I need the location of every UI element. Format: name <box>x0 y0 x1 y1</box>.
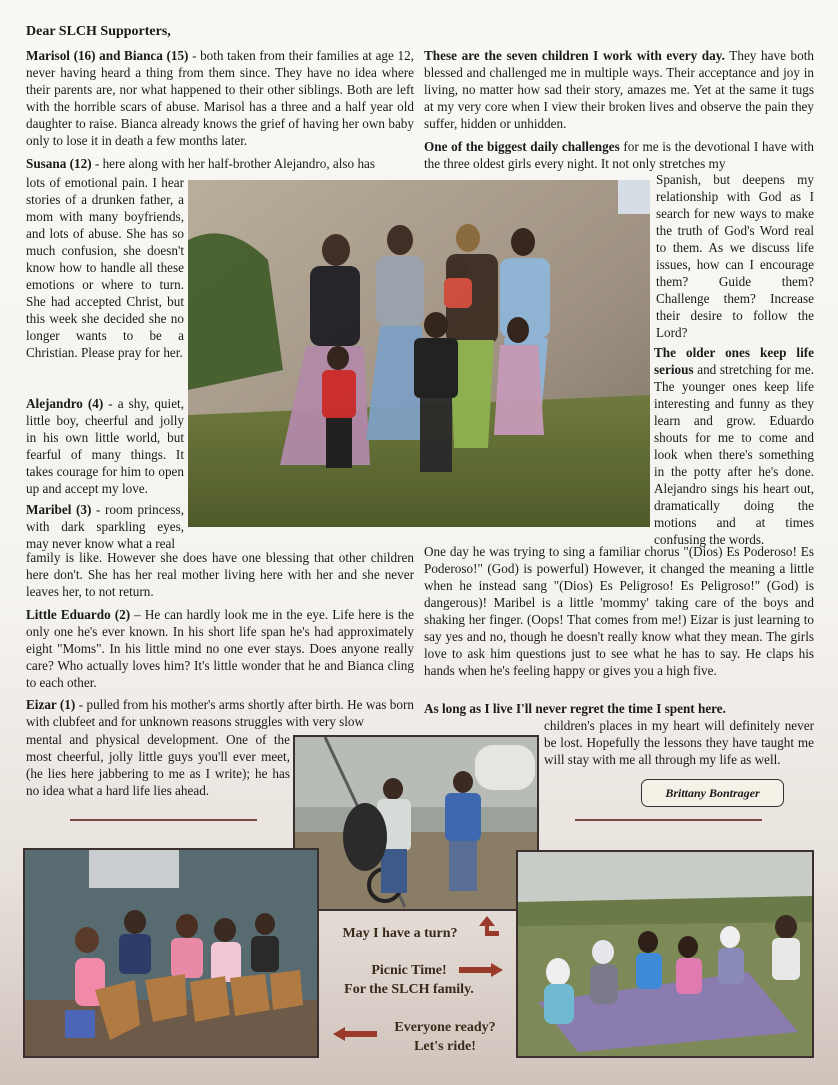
paragraph-never-regret: children's places in my heart will definitely never be lost. Hopefully the lessons they have taught me will stay with me all through my life as well. <box>544 718 814 767</box>
signature-badge: Brittany Bontrager <box>641 779 784 807</box>
lead-challenges: One of the biggest daily challenges <box>424 139 620 154</box>
lead-seven-children: These are the seven children I work with every day. <box>424 48 725 63</box>
lead-older-ones: The older ones keep life serious <box>654 345 814 377</box>
caption-turn: May I have a turn? <box>342 926 458 941</box>
name-marisol-bianca: Marisol (16) and Bianca (15) <box>26 48 189 63</box>
bike-photo <box>293 735 539 911</box>
paragraph-challenges-b: Spanish, but deepens my relationship with God as I search for new ways to make the truth of God's Word real to them. As we discuss life issues, how can I encourage them? Guide them? Challenge them? Increase their desire to follow the Lord? <box>656 172 814 340</box>
arrow-right-icon <box>459 963 503 977</box>
group-photo-image <box>188 180 650 527</box>
rocking-horse-photo <box>23 848 319 1058</box>
name-eizar: Eizar (1) <box>26 697 76 712</box>
text-older-ones-a: and stretching for me. The younger ones keep life interesting and funny as they learn and grow. Eduardo shouts for me to come and look when there's something in the potty after he's done. Alejandro sings his heart out, dramatically doing the motions and at times confusing the words. <box>654 362 814 547</box>
name-alejandro: Alejandro (4) <box>26 396 104 411</box>
name-maribel: Maribel (3) <box>26 502 92 517</box>
caption-ride-1: Everyone ready? <box>394 1020 496 1035</box>
paragraph-eizar-b: mental and physical development. One of the most cheerful, jolly little guys you'll ever meet, (he lies here jabbering to me as I write); he has no idea what a hard life lies ahead. <box>26 732 290 798</box>
name-susana: Susana (12) <box>26 156 92 171</box>
paragraph-older-ones <box>654 344 814 548</box>
paragraph-alejandro <box>26 395 184 497</box>
paragraph-seven-children <box>424 47 814 132</box>
text-marisol-bianca: - both taken from their families at age 12, never having heard a thing from them since. They have no idea where their parents are, nor what happened to their other siblings. Both are left with the horrible scars of abuse. Marisol has a three and a half year old daughter to raise. Bianca already knows the grief of having her own baby only to lose it in death a few months later. <box>26 48 414 148</box>
paragraph-maribel-a <box>26 501 184 552</box>
text-eduardo: – He can hardly look me in the eye. Life here is the only one he's ever known. In his short life span he's had approximately eight "Moms". In his little mind no one ever stays. Does anyone really care? Who actually loves him? It's little wonder that he and Bianca cling to each other. <box>26 607 414 690</box>
caption-ride-2: Let's ride! <box>414 1039 476 1054</box>
paragraph-maribel-b: family is like. However she does have one blessing that other children here don't. She has her real mother living here with her and she never leaves her, to not return. <box>26 550 414 599</box>
arrow-up-right-icon <box>474 913 500 941</box>
picnic-photo <box>516 850 814 1058</box>
rocking-horse-photo-image <box>25 850 317 1056</box>
group-photo <box>188 180 650 527</box>
paragraph-dios: One day he was trying to sing a familiar chorus "(Dios) Es Poderoso! Es Poderoso!" (God) is powerful) However, it changed the meaning a little when he instead sang "(Dios) Es Peligroso! Es Peligroso!" (God) is dangerous)! Maribel is a little 'mommy' taking care of the boys and shaking her finger. (Oops! That comes from me!) Eizar is just learning to say yes and no, though he doesn't really know what they mean. The girls love to ask him questions just to see what he has to say. He claps his hands when he's feeling happy or gives you a high five. <box>424 544 814 678</box>
bike-photo-image <box>295 737 537 909</box>
text-alejandro: - a shy, quiet, little boy, cheerful and jolly in his own little world, but fearful of many things. It takes courage for him to open up and accept my love. <box>26 396 185 496</box>
lead-never-regret: As long as I live I'll never regret the time I spent here. <box>424 701 726 716</box>
paragraph-susana-b: lots of emotional pain. I hear stories of a drunken father, a mom with many boyfriends, and lots of abuse. She has so much confusion, she doesn't know how to handle all these emotions or where to turn. She had accepted Christ, but this week she decided she no longer wants to be a Christian. Please pray for her. <box>26 175 184 360</box>
paragraph-eizar-a <box>26 696 414 730</box>
arrow-left-icon <box>333 1027 377 1041</box>
text-eizar-a: - pulled from his mother's arms shortly after birth. He was born with clubfeet and for unknown reasons struggles with very slow <box>26 697 414 729</box>
paragraph-eduardo <box>26 606 414 691</box>
text-challenges-a: for me is the devotional I have with the three oldest girls every night. It not only stretches my <box>424 139 814 171</box>
divider-left <box>70 819 257 821</box>
caption-picnic-1: Picnic Time! <box>371 963 447 978</box>
picnic-photo-image <box>518 852 812 1056</box>
text-maribel-a: - room princess, with dark sparkling eyes, may never know what a real <box>26 502 184 551</box>
paragraph-susana-a <box>26 155 414 172</box>
name-eduardo: Little Eduardo (2) <box>26 607 131 622</box>
salutation: Dear SLCH Supporters, <box>26 24 171 39</box>
paragraph-marisol-bianca <box>26 47 414 149</box>
divider-right <box>575 819 762 821</box>
paragraph-challenges-a <box>424 138 814 172</box>
text-susana-a: - here along with her half-brother Alejandro, also has <box>91 156 376 171</box>
caption-picnic-2: For the SLCH family. <box>344 982 474 997</box>
paragraph-never-regret-lead <box>424 700 814 717</box>
text-seven-children: They have both blessed and challenged me in multiple ways. Their acceptance and joy in living, no matter how sad their story, amazes me. Yet at the same it tugs at my very core when I view their broken lives and observe the pain they suffer, hidden or unhidden. <box>424 48 814 131</box>
